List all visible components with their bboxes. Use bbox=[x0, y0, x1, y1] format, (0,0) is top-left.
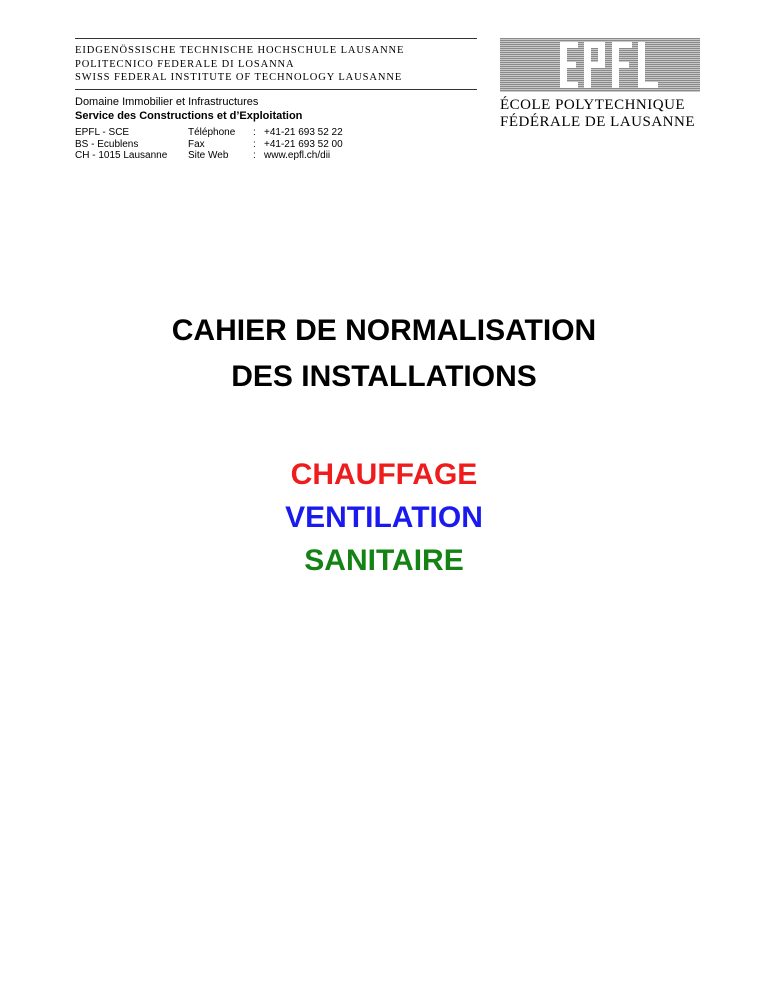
contact-separators bbox=[253, 127, 256, 162]
separator: : bbox=[253, 127, 256, 138]
address-line: BS - Ecublens bbox=[75, 138, 139, 150]
bottom-rule bbox=[75, 89, 477, 90]
title-line: DES INSTALLATIONS bbox=[231, 360, 537, 393]
epfl-logo bbox=[500, 38, 700, 92]
separator: : bbox=[253, 150, 256, 161]
institution-name-en: SWISS FEDERAL INSTITUTE OF TECHNOLOGY LAUSANNE bbox=[75, 72, 403, 83]
title-line: CAHIER DE NORMALISATION bbox=[171, 314, 597, 347]
website-label: Site Web bbox=[188, 150, 229, 161]
contact-labels bbox=[188, 127, 235, 162]
institution-name-it: POLITECNICO FEDERALE DI LOSANNA bbox=[75, 58, 295, 70]
fax-value: +41-21 693 52 00 bbox=[264, 138, 343, 150]
fax-label: Fax bbox=[188, 138, 205, 150]
separator: : bbox=[253, 138, 256, 150]
phone-value: +41-21 693 52 22 bbox=[264, 127, 343, 138]
trade-list bbox=[0, 453, 768, 582]
website-value: www.epfl.ch/dii bbox=[264, 150, 331, 161]
address-line: EPFL - SCE bbox=[75, 127, 130, 138]
address-column bbox=[75, 127, 167, 162]
school-name bbox=[500, 97, 702, 131]
trade-heating: CHAUFFAGE bbox=[290, 458, 478, 491]
contact-values bbox=[264, 127, 343, 162]
school-name-line: ÉCOLE POLYTECHNIQUE bbox=[500, 97, 686, 113]
trade-sanitary: SANITAIRE bbox=[304, 544, 464, 577]
document-title bbox=[0, 308, 768, 400]
institution-names bbox=[75, 39, 477, 89]
department-name: Domaine Immobilier et Infrastructures bbox=[75, 96, 259, 108]
institution-name-de: EIDGENÖSSISCHE TECHNISCHE HOCHSCHULE LAUSANNE bbox=[75, 45, 405, 56]
service-name: Service des Constructions et d’Exploitation bbox=[75, 110, 303, 122]
institution-header bbox=[75, 38, 477, 90]
phone-label: Téléphone bbox=[188, 127, 236, 138]
trade-ventilation: VENTILATION bbox=[285, 501, 483, 534]
address-line: CH - 1015 Lausanne bbox=[75, 150, 168, 161]
school-name-line: FÉDÉRALE DE LAUSANNE bbox=[500, 114, 695, 130]
